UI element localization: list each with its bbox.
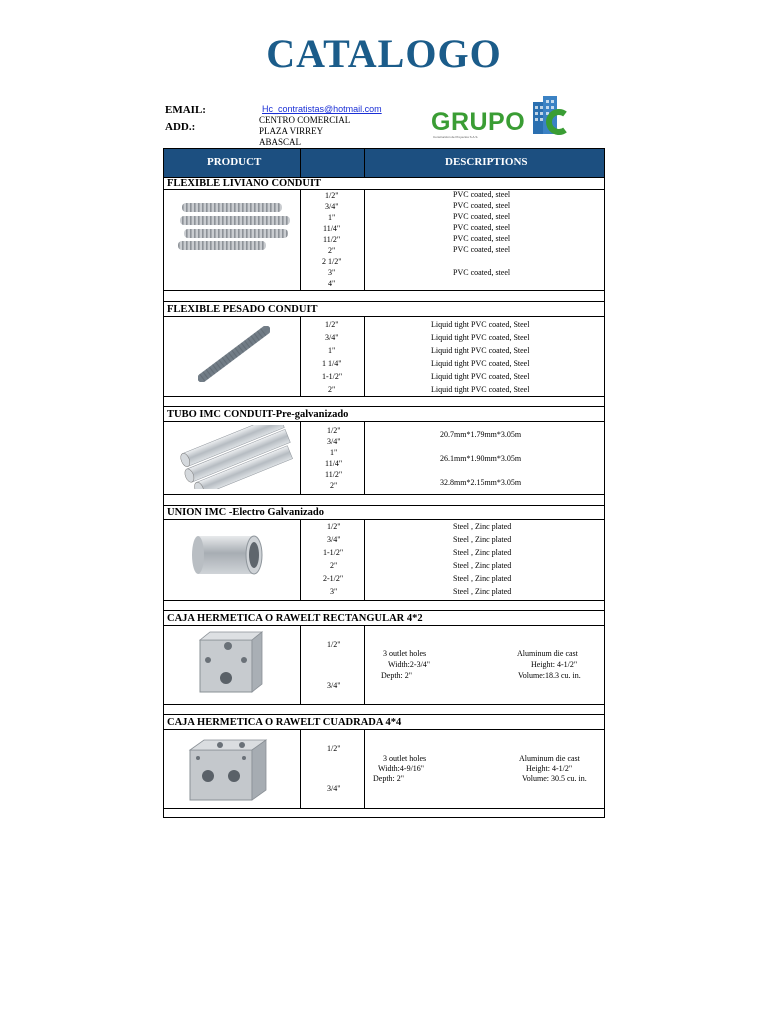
divider xyxy=(300,625,301,704)
desc-cell: Steel , Zinc plated xyxy=(453,548,512,557)
address-line-2: PLAZA VIRREY xyxy=(259,126,324,136)
desc-right: Height: 4-1/2" xyxy=(526,764,573,773)
section-title: TUBO IMC CONDUIT-Pre-galvanizado xyxy=(167,409,349,420)
flexible-conduit-image xyxy=(178,199,296,251)
desc-cell: Steel , Zinc plated xyxy=(453,522,512,531)
divider xyxy=(300,421,301,494)
desc-cell: Liquid tight PVC coated, Steel xyxy=(431,385,530,394)
desc-cell: 32.8mm*2.15mm*3.05m xyxy=(440,478,522,487)
logo-text: GRUPO xyxy=(431,108,526,136)
divider xyxy=(364,421,365,494)
desc-cell: Steel , Zinc plated xyxy=(453,587,512,596)
divider xyxy=(164,729,604,730)
desc-cell: PVC coated, steel xyxy=(453,212,511,221)
divider xyxy=(364,625,365,704)
desc-cell: Liquid tight PVC coated, Steel xyxy=(431,372,530,381)
divider xyxy=(300,729,301,808)
divider xyxy=(164,610,604,611)
desc-left: Width:4-9/16" xyxy=(378,764,425,773)
size-cell: 4" xyxy=(328,279,336,288)
desc-cell: Steel , Zinc plated xyxy=(453,535,512,544)
size-cell: 2-1/2" xyxy=(323,574,344,583)
desc-right: Aluminum die cast xyxy=(519,754,580,763)
desc-cell: 26.1mm*1.90mm*3.05m xyxy=(440,454,522,463)
size-cell: 2" xyxy=(328,246,336,255)
divider xyxy=(300,189,301,290)
address-label: ADD.: xyxy=(165,121,196,133)
desc-cell: Steel , Zinc plated xyxy=(453,561,512,570)
divider xyxy=(164,290,604,291)
size-cell: 1/2" xyxy=(325,320,339,329)
size-cell: 1/2" xyxy=(325,191,339,200)
divider xyxy=(364,519,365,600)
size-cell: 1/2" xyxy=(327,640,341,649)
desc-cell: Liquid tight PVC coated, Steel xyxy=(431,346,530,355)
address-line-3: ABASCAL xyxy=(259,137,302,147)
divider xyxy=(164,406,604,407)
divider xyxy=(164,396,604,397)
divider xyxy=(164,808,604,809)
rectangular-box-image xyxy=(196,630,264,698)
desc-left: 3 outlet holes xyxy=(383,754,427,763)
divider xyxy=(164,301,604,302)
size-cell: 3/4" xyxy=(327,784,341,793)
desc-cell: PVC coated, steel xyxy=(453,234,511,243)
address-line-1: CENTRO COMERCIAL xyxy=(259,115,351,125)
size-cell: 1" xyxy=(328,213,336,222)
section-title: CAJA HERMETICA O RAWELT CUADRADA 4*4 xyxy=(167,717,402,728)
divider xyxy=(300,316,301,396)
size-cell: 1" xyxy=(330,448,338,457)
desc-left: Width:2-3/4" xyxy=(388,660,431,669)
desc-cell: PVC coated, steel xyxy=(453,268,511,277)
desc-cell: Liquid tight PVC coated, Steel xyxy=(431,359,530,368)
size-cell: 1 1/4" xyxy=(322,359,342,368)
size-cell: 11/4" xyxy=(325,459,343,468)
desc-cell: PVC coated, steel xyxy=(453,190,511,199)
liquid-tight-conduit-image xyxy=(198,326,270,382)
desc-cell: Liquid tight PVC coated, Steel xyxy=(431,333,530,342)
desc-right: Volume: 30.5 cu. in. xyxy=(522,774,587,783)
desc-cell: PVC coated, steel xyxy=(453,245,511,254)
header-descriptions: DESCRIPTIONS xyxy=(445,156,528,168)
divider xyxy=(164,519,604,520)
size-cell: 3/4" xyxy=(325,202,339,211)
size-cell: 2 1/2" xyxy=(322,257,342,266)
divider xyxy=(164,316,604,317)
desc-cell: 20.7mm*1.79mm*3.05m xyxy=(440,430,522,439)
size-cell: 1/2" xyxy=(327,426,341,435)
desc-right: Volume:18.3 cu. in. xyxy=(518,671,581,680)
header-product: PRODUCT xyxy=(207,156,262,168)
divider xyxy=(164,421,604,422)
size-cell: 1/2" xyxy=(327,744,341,753)
divider xyxy=(164,505,604,506)
size-cell: 3/4" xyxy=(327,681,341,690)
desc-left: Depth: 2" xyxy=(381,671,413,680)
divider xyxy=(300,519,301,600)
size-cell: 3" xyxy=(330,587,338,596)
desc-cell: PVC coated, steel xyxy=(453,201,511,210)
size-cell: 3/4" xyxy=(325,333,339,342)
section-title: FLEXIBLE PESADO CONDUIT xyxy=(167,304,318,315)
divider xyxy=(164,600,604,601)
size-cell: 1-1/2" xyxy=(322,372,343,381)
size-cell: 2" xyxy=(328,385,336,394)
size-cell: 3" xyxy=(328,268,336,277)
building-icon xyxy=(521,94,601,142)
size-cell: 11/2" xyxy=(325,470,343,479)
size-cell: 11/4" xyxy=(323,224,341,233)
desc-right: Height: 4-1/2" xyxy=(531,660,578,669)
page-title: CATALOGO xyxy=(266,31,502,76)
grupo-hc-logo xyxy=(429,94,599,142)
desc-cell: Steel , Zinc plated xyxy=(453,574,512,583)
imc-pipe-image xyxy=(180,425,296,489)
divider xyxy=(364,316,365,396)
size-cell: 3/4" xyxy=(327,437,341,446)
divider xyxy=(164,704,604,705)
email-link[interactable]: Hc_contratistas@hotmail.com xyxy=(262,104,382,114)
size-cell: 1/2" xyxy=(327,522,341,531)
header-divider xyxy=(300,149,301,177)
desc-cell: PVC coated, steel xyxy=(453,223,511,232)
size-cell: 1" xyxy=(328,346,336,355)
divider xyxy=(164,625,604,626)
divider xyxy=(364,729,365,808)
section-title: UNION IMC -Electro Galvanizado xyxy=(167,507,325,518)
divider xyxy=(164,494,604,495)
desc-left: 3 outlet holes xyxy=(383,649,427,658)
desc-right: Aluminum die cast xyxy=(517,649,578,658)
size-cell: 3/4" xyxy=(327,535,341,544)
desc-cell: Liquid tight PVC coated, Steel xyxy=(431,320,530,329)
desc-left: Depth: 2" xyxy=(373,774,405,783)
divider xyxy=(164,714,604,715)
divider xyxy=(364,189,365,290)
logo-tagline: Construcción de Proyectos S.A.S. xyxy=(433,135,479,139)
size-cell: 2" xyxy=(330,561,338,570)
size-cell: 2" xyxy=(330,481,338,490)
section-title: CAJA HERMETICA O RAWELT RECTANGULAR 4*2 xyxy=(167,613,423,624)
email-label: EMAIL: xyxy=(165,104,206,116)
size-cell: 1-1/2" xyxy=(323,548,344,557)
divider xyxy=(164,189,604,190)
square-box-image xyxy=(186,736,268,804)
coupling-image xyxy=(190,530,268,580)
size-cell: 11/2" xyxy=(323,235,341,244)
section-title: FLEXIBLE LIVIANO CONDUIT xyxy=(167,178,322,189)
header-divider xyxy=(364,149,365,177)
